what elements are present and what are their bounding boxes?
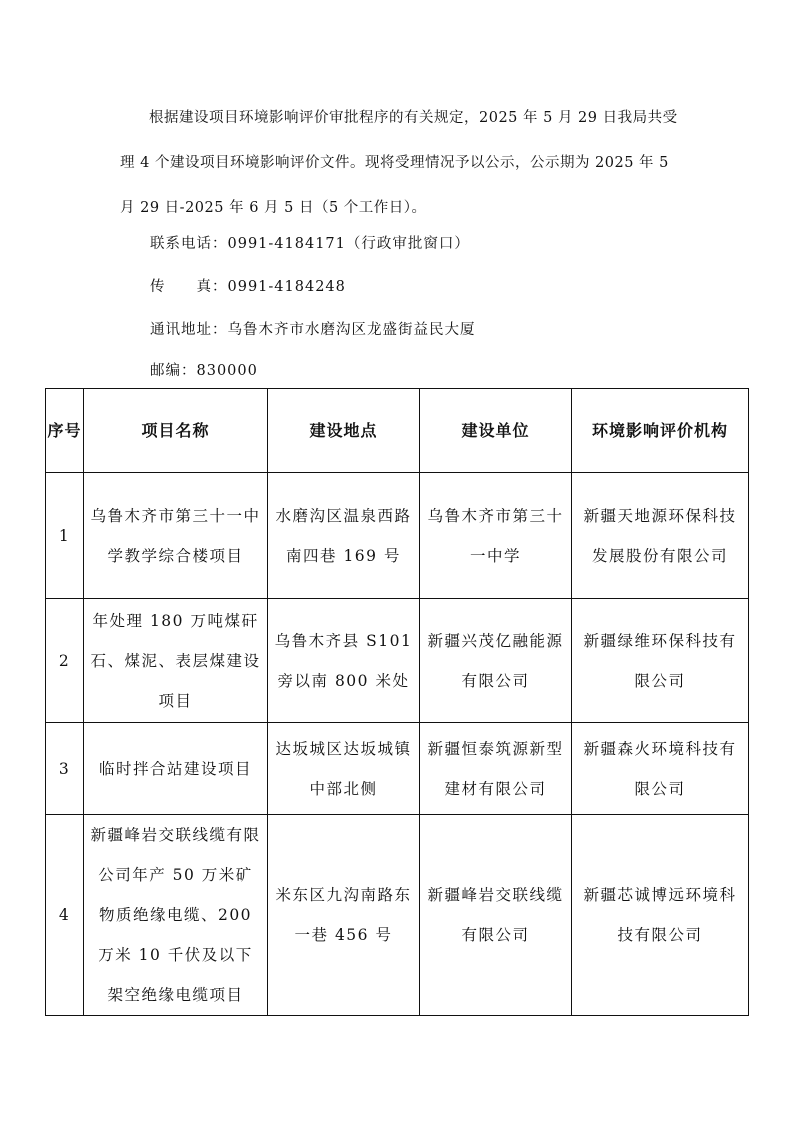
header-agency: 环境影响评价机构 — [572, 389, 749, 473]
header-unit: 建设单位 — [420, 389, 572, 473]
contact-phone: 联系电话：0991-4184171（行政审批窗口） — [150, 236, 470, 252]
header-location: 建设地点 — [268, 389, 420, 473]
table-row — [46, 723, 749, 815]
intro-paragraph: 根据建设项目环境影响评价审批程序的有关规定，2025 年 5 月 29 日我局共受理 4 个建设项目环境影响评价文件。现将受理情况予以公示，公示期为 2025 年 5 月 29 日-2025 年 6 月 5 日（5 个工作日）。 — [120, 110, 678, 216]
cell-agency: 新疆芯诚博远环境科技有限公司 — [572, 815, 749, 1016]
cell-location: 米东区九沟南路东一巷 456 号 — [268, 815, 420, 1016]
contact-address: 通讯地址：乌鲁木齐市水磨沟区龙盛街益民大厦 — [150, 322, 476, 338]
table-header-row — [46, 389, 749, 473]
cell-location: 达坂城区达坂城镇中部北侧 — [268, 723, 420, 815]
header-seq: 序号 — [46, 389, 84, 473]
table-row — [46, 599, 749, 723]
contact-postcode: 邮编：830000 — [150, 363, 258, 379]
contact-fax: 传 真：0991-4184248 — [150, 279, 346, 295]
table-row — [46, 473, 749, 599]
table-row — [46, 815, 749, 1016]
intro-section — [120, 96, 680, 231]
cell-seq: 3 — [46, 723, 84, 815]
cell-location: 水磨沟区温泉西路南四巷 169 号 — [268, 473, 420, 599]
cell-location: 乌鲁木齐县 S101 旁以南 800 米处 — [268, 599, 420, 723]
cell-seq: 1 — [46, 473, 84, 599]
header-name: 项目名称 — [84, 389, 268, 473]
project-table — [45, 388, 749, 1016]
cell-unit: 新疆兴茂亿融能源有限公司 — [420, 599, 572, 723]
cell-unit: 乌鲁木齐市第三十一中学 — [420, 473, 572, 599]
cell-agency: 新疆绿维环保科技有限公司 — [572, 599, 749, 723]
cell-seq: 4 — [46, 815, 84, 1016]
cell-name: 新疆峰岩交联线缆有限公司年产 50 万米矿物质绝缘电缆、200 万米 10 千伏及以下架空绝缘电缆项目 — [84, 815, 268, 1016]
cell-name: 年处理 180 万吨煤矸石、煤泥、表层煤建设项目 — [84, 599, 268, 723]
cell-agency: 新疆天地源环保科技发展股份有限公司 — [572, 473, 749, 599]
cell-seq: 2 — [46, 599, 84, 723]
cell-unit: 新疆恒泰筑源新型建材有限公司 — [420, 723, 572, 815]
cell-name: 乌鲁木齐市第三十一中学教学综合楼项目 — [84, 473, 268, 599]
cell-unit: 新疆峰岩交联线缆有限公司 — [420, 815, 572, 1016]
cell-agency: 新疆森火环境科技有限公司 — [572, 723, 749, 815]
cell-name: 临时拌合站建设项目 — [84, 723, 268, 815]
